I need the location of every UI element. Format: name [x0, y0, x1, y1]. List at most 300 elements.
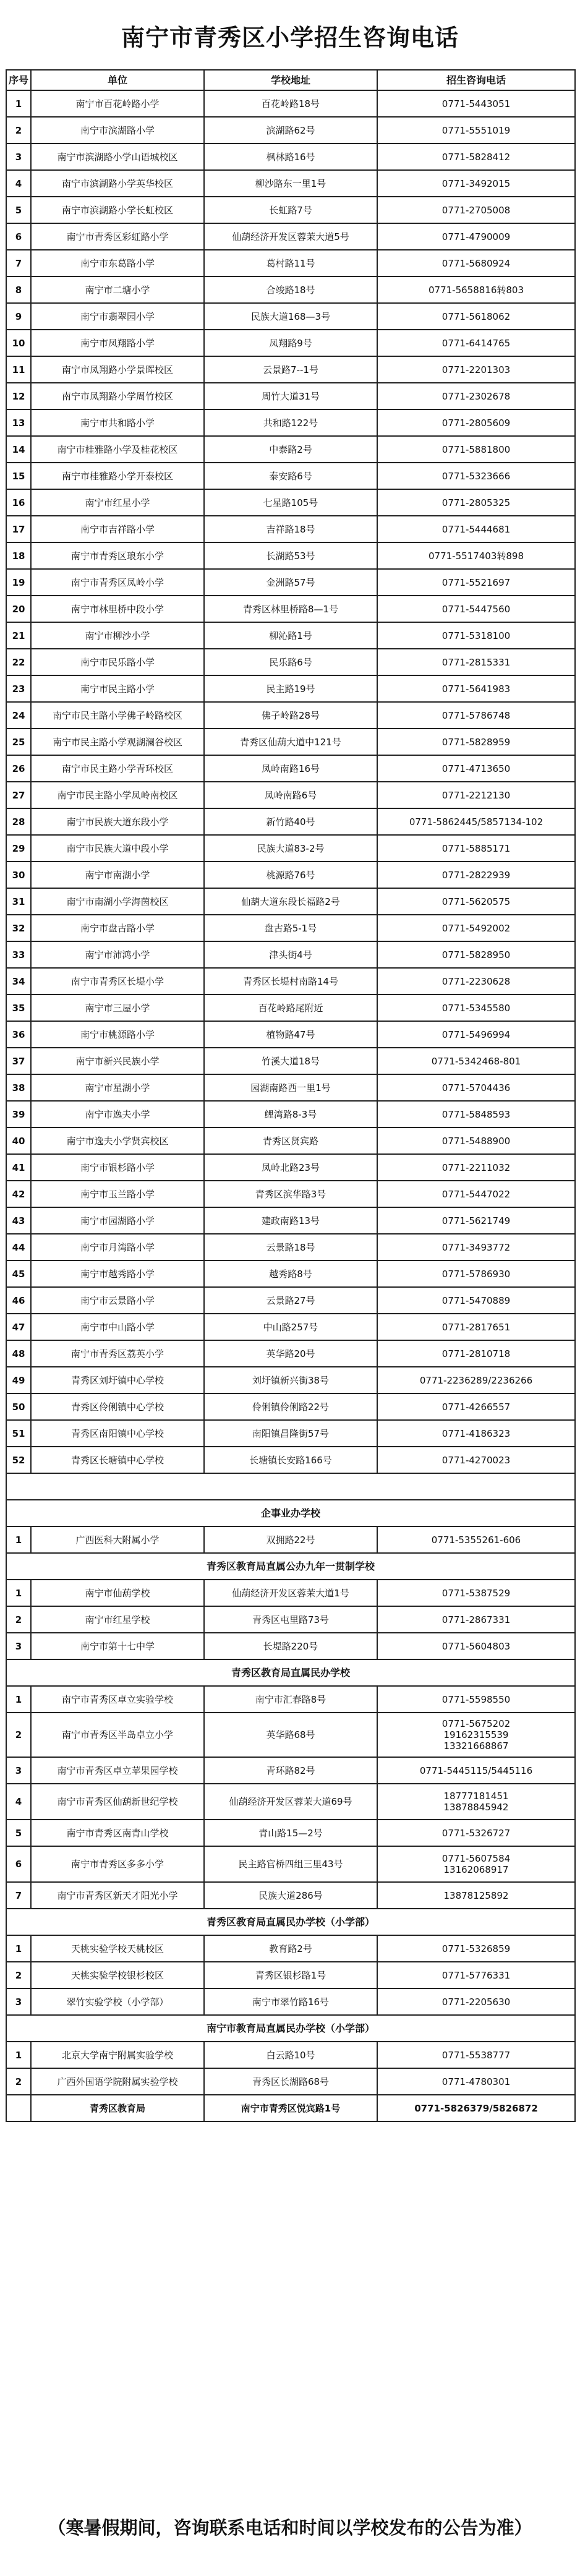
cell-address: 长虹路7号: [204, 197, 377, 223]
cell-seq: 43: [6, 1207, 31, 1234]
cell-address: 云景路18号: [204, 1234, 377, 1260]
cell-address: 园湖南路西一里1号: [204, 1074, 377, 1101]
cell-unit: 南宁市青秀区凤岭小学: [31, 569, 204, 596]
cell-phone: 0771-5881800: [377, 436, 575, 463]
cell-phone: 0771-5444681: [377, 516, 575, 542]
cell-address: 吉祥路18号: [204, 516, 377, 542]
table-row: [6, 1367, 575, 1393]
cell-address: 南宁市翠竹路16号: [204, 1988, 377, 2015]
cell-seq: 38: [6, 1074, 31, 1101]
cell-phone: 0771-5326859: [377, 1935, 575, 1962]
cell-unit: 南宁市百花岭路小学: [31, 90, 204, 117]
table-row: [6, 409, 575, 436]
table-row: [6, 1048, 575, 1074]
table-row: [6, 675, 575, 702]
cell-unit: 南宁市青秀区荔英小学: [31, 1340, 204, 1367]
cell-unit: 南宁市园湖路小学: [31, 1207, 204, 1234]
cell-unit: 南宁市青秀区仙葫新世纪学校: [31, 1784, 204, 1820]
cell-seq: 27: [6, 782, 31, 808]
table-row: [6, 1757, 575, 1784]
cell-address: 教育路2号: [204, 1935, 377, 1962]
cell-address: 仙葫经济开发区蓉茉大道69号: [204, 1784, 377, 1820]
table-row: [6, 330, 575, 356]
cell-unit: 南宁市沛鸿小学: [31, 941, 204, 968]
cell-phone: 0771-5445115/5445116: [377, 1757, 575, 1784]
cell-seq: 47: [6, 1314, 31, 1340]
cell-phone: 0771-5598550: [377, 1686, 575, 1713]
cell-seq: 45: [6, 1260, 31, 1287]
table-row: [6, 782, 575, 808]
cell-phone: 0771-5607584 13162068917: [377, 1846, 575, 1882]
table-row: [6, 1234, 575, 1260]
cell-address: 白云路10号: [204, 2042, 377, 2068]
cell-phone: 0771-5885171: [377, 835, 575, 862]
table-row: [6, 1962, 575, 1988]
cell-unit: 南宁市青秀区彩虹路小学: [31, 223, 204, 250]
table-row: [6, 2095, 575, 2121]
table-row: [6, 276, 575, 303]
cell-unit: 南宁市凤翔路小学: [31, 330, 204, 356]
cell-seq: 17: [6, 516, 31, 542]
cell-seq: 21: [6, 622, 31, 649]
cell-unit: 南宁市民族大道东段小学: [31, 808, 204, 835]
table-row: [6, 2042, 575, 2068]
cell-address: 鲤湾路8-3号: [204, 1101, 377, 1128]
cell-seq: 48: [6, 1340, 31, 1367]
header-address: 学校地址: [204, 70, 377, 90]
cell-phone: 0771-5641983: [377, 675, 575, 702]
cell-unit: 南宁市月湾路小学: [31, 1234, 204, 1260]
cell-unit: 南宁市凤翔路小学景晖校区: [31, 356, 204, 383]
table-row: [6, 649, 575, 675]
cell-unit: 南宁市青秀区新天才阳光小学: [31, 1882, 204, 1909]
table-row: [6, 1935, 575, 1962]
cell-address: 南宁市汇春路8号: [204, 1686, 377, 1713]
table-row: [6, 1287, 575, 1314]
cell-phone: 0771-4713650: [377, 755, 575, 782]
section-header-row: [6, 1659, 575, 1686]
cell-address: 民族大道83-2号: [204, 835, 377, 862]
cell-unit: 南宁市滨湖路小学长虹校区: [31, 197, 204, 223]
cell-phone: 0771-2805325: [377, 489, 575, 516]
cell-address: 凤岭南路16号: [204, 755, 377, 782]
cell-phone: 0771-2805609: [377, 409, 575, 436]
cell-phone: 0771-5517403转898: [377, 542, 575, 569]
cell-unit: 广西外国语学院附属实验学校: [31, 2068, 204, 2095]
cell-address: 仙葫大道东段长福路2号: [204, 888, 377, 915]
cell-seq: 39: [6, 1101, 31, 1128]
page-title: 南宁市青秀区小学招生咨询电话: [121, 24, 459, 51]
cell-phone: 0771-5447560: [377, 596, 575, 622]
cell-address: 柳沁路1号: [204, 622, 377, 649]
cell-seq: 14: [6, 436, 31, 463]
cell-address: 英华路68号: [204, 1713, 377, 1757]
cell-address: 佛子岭路28号: [204, 702, 377, 729]
cell-unit: 南宁市凤翔路小学周竹校区: [31, 383, 204, 409]
table-row: [6, 1154, 575, 1181]
cell-unit: 南宁市南湖小学海茵校区: [31, 888, 204, 915]
table-row: [6, 117, 575, 143]
cell-address: 青秀区滨华路3号: [204, 1181, 377, 1207]
table-row: [6, 356, 575, 383]
cell-seq: 3: [6, 1988, 31, 2015]
table-row: [6, 1128, 575, 1154]
cell-unit: 南宁市仙葫学校: [31, 1580, 204, 1606]
cell-seq: 46: [6, 1287, 31, 1314]
cell-phone: 0771-4186323: [377, 1420, 575, 1447]
cell-phone: 0771-5776331: [377, 1962, 575, 1988]
header-phone: 招生咨询电话: [377, 70, 575, 90]
cell-address: 中泰路2号: [204, 436, 377, 463]
cell-seq: 13: [6, 409, 31, 436]
cell-unit: 南宁市民主路小学观湖澜谷校区: [31, 729, 204, 755]
table-row: [6, 915, 575, 941]
cell-address: 共和路122号: [204, 409, 377, 436]
table-row: [6, 197, 575, 223]
cell-unit: 南宁市民族大道中段小学: [31, 835, 204, 862]
cell-phone: 0771-5387529: [377, 1580, 575, 1606]
table-row: [6, 862, 575, 888]
header-unit: 单位: [31, 70, 204, 90]
cell-phone: 0771-2201303: [377, 356, 575, 383]
cell-phone: 0771-5828950: [377, 941, 575, 968]
cell-unit: 南宁市民乐路小学: [31, 649, 204, 675]
cell-unit: 青秀区教育局: [31, 2095, 204, 2121]
cell-seq: 41: [6, 1154, 31, 1181]
table-row: [6, 702, 575, 729]
cell-address: 民主路官桥四组三里43号: [204, 1846, 377, 1882]
cell-phone: 0771-2867331: [377, 1606, 575, 1633]
cell-phone: 0771-6414765: [377, 330, 575, 356]
cell-unit: 天桃实验学校天桃校区: [31, 1935, 204, 1962]
cell-address: 建政南路13号: [204, 1207, 377, 1234]
cell-unit: 青秀区长塘镇中心学校: [31, 1447, 204, 1473]
cell-phone: 0771-5318100: [377, 622, 575, 649]
cell-address: 青秀区银杉路1号: [204, 1962, 377, 1988]
cell-phone: 0771-5862445/5857134-102: [377, 808, 575, 835]
cell-address: 津头街4号: [204, 941, 377, 968]
cell-address: 合竣路18号: [204, 276, 377, 303]
table-row: [6, 90, 575, 117]
cell-phone: 0771-5828412: [377, 143, 575, 170]
cell-unit: 南宁市青秀区卓立苹果园学校: [31, 1757, 204, 1784]
table-row: [6, 1633, 575, 1659]
cell-address: 南宁市青秀区悦宾路1号: [204, 2095, 377, 2121]
cell-unit: 南宁市逸夫小学贤宾校区: [31, 1128, 204, 1154]
cell-unit: 南宁市共和路小学: [31, 409, 204, 436]
cell-seq: 22: [6, 649, 31, 675]
cell-address: 青秀区长湖路68号: [204, 2068, 377, 2095]
cell-unit: 南宁市银杉路小学: [31, 1154, 204, 1181]
cell-seq: 3: [6, 1633, 31, 1659]
cell-phone: 0771-5355261-606: [377, 1526, 575, 1553]
table-row: [6, 1784, 575, 1820]
cell-seq: 1: [6, 1935, 31, 1962]
cell-seq: [6, 2095, 31, 2121]
cell-seq: 25: [6, 729, 31, 755]
cell-address: 凤岭北路23号: [204, 1154, 377, 1181]
cell-unit: 南宁市桂雅路小学开泰校区: [31, 463, 204, 489]
table-row: [6, 250, 575, 276]
cell-unit: 南宁市红星小学: [31, 489, 204, 516]
cell-address: 百花岭路尾附近: [204, 995, 377, 1021]
cell-phone: 0771-5618062: [377, 303, 575, 330]
cell-unit: 南宁市东葛路小学: [31, 250, 204, 276]
cell-address: 青秀区仙葫大道中121号: [204, 729, 377, 755]
cell-unit: 南宁市二塘小学: [31, 276, 204, 303]
cell-address: 民族大道286号: [204, 1882, 377, 1909]
cell-seq: 1: [6, 90, 31, 117]
cell-phone: 0771-2230628: [377, 968, 575, 995]
cell-unit: 南宁市柳沙小学: [31, 622, 204, 649]
cell-phone: 0771-5496994: [377, 1021, 575, 1048]
cell-unit: 南宁市青秀区南青山学校: [31, 1820, 204, 1846]
cell-unit: 南宁市青秀区多多小学: [31, 1846, 204, 1882]
section-header-row: [6, 1553, 575, 1580]
cell-unit: 青秀区刘圩镇中心学校: [31, 1367, 204, 1393]
cell-seq: 1: [6, 1526, 31, 1553]
table-row: [6, 596, 575, 622]
cell-phone: 0771-2817651: [377, 1314, 575, 1340]
cell-address: 七星路105号: [204, 489, 377, 516]
cell-unit: 南宁市第十七中学: [31, 1633, 204, 1659]
table-row: [6, 1314, 575, 1340]
cell-unit: 南宁市滨湖路小学: [31, 117, 204, 143]
cell-seq: 20: [6, 596, 31, 622]
cell-unit: 青秀区南阳镇中心学校: [31, 1420, 204, 1447]
cell-phone: 0771-5538777: [377, 2042, 575, 2068]
cell-seq: 4: [6, 1784, 31, 1820]
table-row: [6, 1447, 575, 1473]
section-enterprise-title: 企事业办学校: [6, 1500, 575, 1526]
cell-phone: 0771-5620575: [377, 888, 575, 915]
cell-phone: 0771-5326727: [377, 1820, 575, 1846]
cell-seq: 4: [6, 170, 31, 197]
cell-seq: 10: [6, 330, 31, 356]
cell-unit: 翠竹实验学校（小学部）: [31, 1988, 204, 2015]
cell-unit: 南宁市林里桥中段小学: [31, 596, 204, 622]
cell-address: 泰安路6号: [204, 463, 377, 489]
cell-unit: 南宁市民主路小学凤岭南校区: [31, 782, 204, 808]
cell-phone: 0771-2236289/2236266: [377, 1367, 575, 1393]
cell-address: 柳沙路东一里1号: [204, 170, 377, 197]
cell-phone: 0771-5551019: [377, 117, 575, 143]
cell-seq: 2: [6, 1606, 31, 1633]
table-row: [6, 1606, 575, 1633]
cell-unit: 南宁市盘古路小学: [31, 915, 204, 941]
cell-seq: 5: [6, 1820, 31, 1846]
cell-seq: 3: [6, 1757, 31, 1784]
section-private-lower-title: 青秀区教育局直属民办学校（小学部）: [6, 1909, 575, 1935]
cell-phone: 0771-5323666: [377, 463, 575, 489]
cell-seq: 29: [6, 835, 31, 862]
cell-seq: 30: [6, 862, 31, 888]
cell-address: 盘古路5-1号: [204, 915, 377, 941]
cell-phone: 0771-2205630: [377, 1988, 575, 2015]
table-row: [6, 516, 575, 542]
table-row: [6, 1713, 575, 1757]
cell-phone: 0771-2212130: [377, 782, 575, 808]
school-table: [6, 69, 576, 2122]
cell-seq: 9: [6, 303, 31, 330]
table-row: [6, 383, 575, 409]
cell-unit: 南宁市桂雅路小学及桂花校区: [31, 436, 204, 463]
cell-unit: 南宁市青秀区长堤小学: [31, 968, 204, 995]
cell-seq: 18: [6, 542, 31, 569]
section-nine-year-title: 青秀区教育局直属公办九年一贯制学校: [6, 1553, 575, 1580]
cell-seq: 2: [6, 2068, 31, 2095]
cell-seq: 28: [6, 808, 31, 835]
table-row: [6, 1393, 575, 1420]
table-row: [6, 1207, 575, 1234]
cell-address: 长堤路220号: [204, 1633, 377, 1659]
cell-unit: 南宁市民主路小学佛子岭路校区: [31, 702, 204, 729]
cell-address: 百花岭路18号: [204, 90, 377, 117]
cell-address: 凤岭南路6号: [204, 782, 377, 808]
cell-seq: 12: [6, 383, 31, 409]
cell-address: 长塘镇长安路166号: [204, 1447, 377, 1473]
cell-phone: 0771-5492002: [377, 915, 575, 941]
cell-unit: 南宁市吉祥路小学: [31, 516, 204, 542]
cell-unit: 南宁市民主路小学: [31, 675, 204, 702]
table-row: [6, 888, 575, 915]
cell-seq: 51: [6, 1420, 31, 1447]
table-row: [6, 1420, 575, 1447]
cell-address: 长湖路53号: [204, 542, 377, 569]
cell-seq: 3: [6, 143, 31, 170]
table-row: [6, 1686, 575, 1713]
cell-address: 青秀区林里桥路8—1号: [204, 596, 377, 622]
cell-seq: 1: [6, 1686, 31, 1713]
cell-unit: 南宁市云景路小学: [31, 1287, 204, 1314]
cell-address: 新竹路40号: [204, 808, 377, 835]
section-header-row: [6, 1500, 575, 1526]
cell-unit: 南宁市星湖小学: [31, 1074, 204, 1101]
cell-unit: 南宁市民主路小学青环校区: [31, 755, 204, 782]
cell-seq: 26: [6, 755, 31, 782]
cell-address: 英华路20号: [204, 1340, 377, 1367]
cell-phone: 0771-5447022: [377, 1181, 575, 1207]
table-row: [6, 1181, 575, 1207]
cell-seq: 37: [6, 1048, 31, 1074]
cell-unit: 南宁市逸夫小学: [31, 1101, 204, 1128]
table-row: [6, 1260, 575, 1287]
cell-phone: 0771-5680924: [377, 250, 575, 276]
cell-phone: 0771-2211032: [377, 1154, 575, 1181]
cell-phone: 18777181451 13878845942: [377, 1784, 575, 1820]
cell-unit: 广西医科大附属小学: [31, 1526, 204, 1553]
cell-unit: 南宁市青秀区卓立实验学校: [31, 1686, 204, 1713]
table-row: [6, 436, 575, 463]
table-row: [6, 968, 575, 995]
table-header-row: [6, 70, 575, 90]
cell-address: 枫林路16号: [204, 143, 377, 170]
cell-phone: 0771-4266557: [377, 1393, 575, 1420]
cell-unit: 南宁市翡翠园小学: [31, 303, 204, 330]
cell-address: 双拥路22号: [204, 1526, 377, 1553]
cell-seq: 24: [6, 702, 31, 729]
cell-address: 周竹大道31号: [204, 383, 377, 409]
table-row: [6, 1340, 575, 1367]
cell-address: 南阳镇昌隆街57号: [204, 1420, 377, 1447]
cell-phone: 0771-5470889: [377, 1287, 575, 1314]
header-seq: 序号: [6, 70, 31, 90]
cell-phone: 13878125892: [377, 1882, 575, 1909]
cell-address: 仙葫经济开发区蓉茉大道5号: [204, 223, 377, 250]
table-row: [6, 223, 575, 250]
cell-address: 民族大道168—3号: [204, 303, 377, 330]
cell-phone: 0771-5521697: [377, 569, 575, 596]
cell-address: 云景路7--1号: [204, 356, 377, 383]
section-private-title: 青秀区教育局直属民办学校: [6, 1659, 575, 1686]
cell-address: 金洲路57号: [204, 569, 377, 596]
cell-seq: 16: [6, 489, 31, 516]
cell-seq: 34: [6, 968, 31, 995]
section-header-row: [6, 1909, 575, 1935]
table-row: [6, 542, 575, 569]
cell-phone: 0771-5704436: [377, 1074, 575, 1101]
cell-phone: 0771-5658816转803: [377, 276, 575, 303]
cell-unit: 南宁市滨湖路小学山语城校区: [31, 143, 204, 170]
cell-phone: 0771-4780301: [377, 2068, 575, 2095]
cell-phone: 0771-5786748: [377, 702, 575, 729]
cell-unit: 南宁市三屋小学: [31, 995, 204, 1021]
cell-address: 竹溪大道18号: [204, 1048, 377, 1074]
table-row: [6, 2068, 575, 2095]
cell-unit: 南宁市南湖小学: [31, 862, 204, 888]
cell-phone: 0771-2810718: [377, 1340, 575, 1367]
cell-address: 伶俐镇伶俐路22号: [204, 1393, 377, 1420]
cell-seq: 2: [6, 117, 31, 143]
cell-phone: 0771-4790009: [377, 223, 575, 250]
table-row: [6, 995, 575, 1021]
cell-unit: 南宁市中山路小学: [31, 1314, 204, 1340]
cell-unit: 南宁市红星学校: [31, 1606, 204, 1633]
cell-unit: 南宁市桃源路小学: [31, 1021, 204, 1048]
cell-seq: 19: [6, 569, 31, 596]
cell-address: 中山路257号: [204, 1314, 377, 1340]
cell-phone: 0771-2705008: [377, 197, 575, 223]
cell-seq: 7: [6, 1882, 31, 1909]
cell-address: 青山路15—2号: [204, 1820, 377, 1846]
cell-phone: 0771-5848593: [377, 1101, 575, 1128]
cell-phone: 0771-5604803: [377, 1633, 575, 1659]
spacer-row: [6, 1473, 575, 1500]
cell-phone: 0771-5443051: [377, 90, 575, 117]
table-row: [6, 808, 575, 835]
cell-address: 青秀区长堤村南路14号: [204, 968, 377, 995]
cell-address: 青环路82号: [204, 1757, 377, 1784]
cell-address: 民主路19号: [204, 675, 377, 702]
cell-address: 滨湖路62号: [204, 117, 377, 143]
cell-unit: 南宁市青秀区琅东小学: [31, 542, 204, 569]
cell-seq: 42: [6, 1181, 31, 1207]
cell-phone: 0771-5342468-801: [377, 1048, 575, 1074]
cell-address: 仙葫经济开发区蓉茉大道1号: [204, 1580, 377, 1606]
table-row: [6, 1021, 575, 1048]
cell-address: 越秀路8号: [204, 1260, 377, 1287]
table-row: [6, 303, 575, 330]
table-body: [6, 90, 575, 2121]
cell-seq: 35: [6, 995, 31, 1021]
cell-address: 植物路47号: [204, 1021, 377, 1048]
cell-seq: 2: [6, 1962, 31, 1988]
table-row: [6, 941, 575, 968]
cell-phone: 0771-5345580: [377, 995, 575, 1021]
cell-seq: 8: [6, 276, 31, 303]
cell-unit: 北京大学南宁附属实验学校: [31, 2042, 204, 2068]
table-row: [6, 489, 575, 516]
